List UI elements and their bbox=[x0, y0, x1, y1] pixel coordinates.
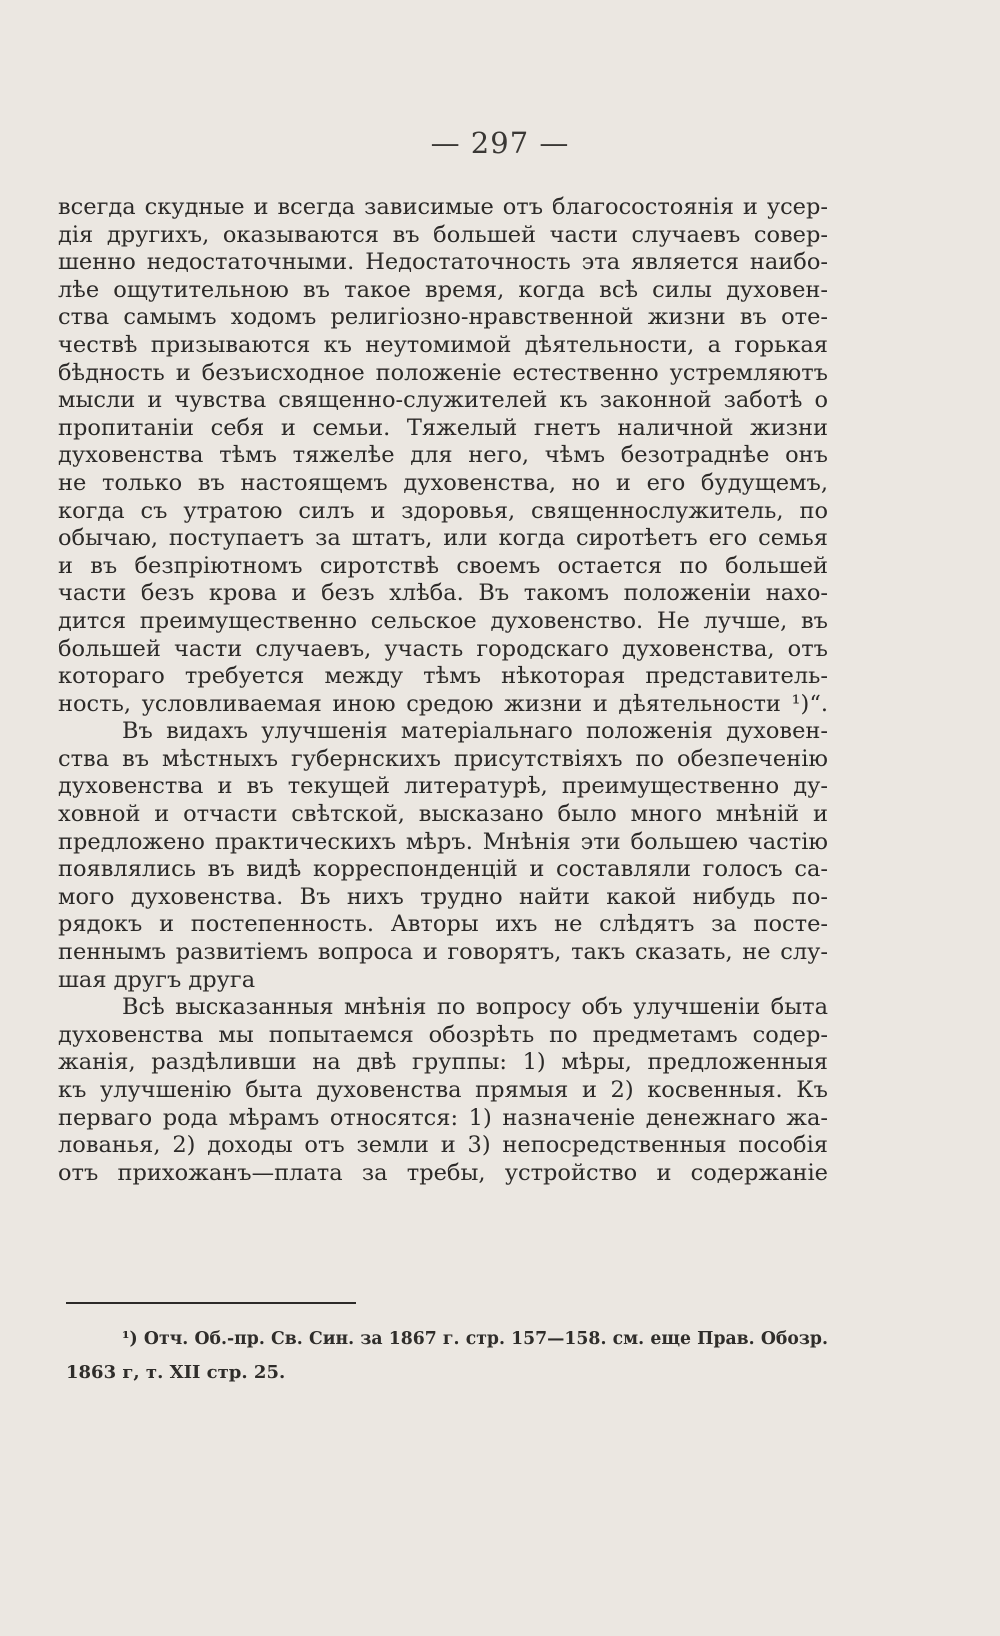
footnote-divider bbox=[66, 1302, 356, 1304]
footnotes bbox=[66, 1322, 828, 1390]
text-line: лованья, 2) доходы отъ земли и 3) непосредственныя пособія bbox=[58, 1132, 828, 1159]
text-line: ховной и отчасти свѣтской, высказано было много мнѣній и bbox=[58, 801, 828, 828]
text-line: духовенства и въ текущей литературѣ, преимущественно ду- bbox=[58, 773, 828, 800]
text-line: шенно недостаточными. Недостаточность эта является наибо- bbox=[58, 249, 828, 276]
text-line: дится преимущественно сельское духовенство. Не лучше, въ bbox=[58, 607, 828, 634]
text-line: пеннымъ развитіемъ вопроса и говорятъ, такъ сказать, не слу- bbox=[58, 939, 828, 966]
text-line: не только въ настоящемъ духовенства, но и его будущемъ, bbox=[58, 469, 828, 496]
text-line: перваго рода мѣрамъ относятся: 1) назначеніе денежнаго жа- bbox=[58, 1104, 828, 1131]
text-line: ность, условливаемая иною средою жизни и дѣятельности ¹)“. bbox=[58, 690, 828, 717]
text-line: когда съ утратою силъ и здоровья, священнослужитель, по bbox=[58, 497, 828, 524]
footnote-line: ¹) Отч. Об.-пр. Св. Син. за 1867 г. стр. 157—158. см. еще Прав. Обозр. bbox=[122, 1329, 828, 1349]
text-line: чествѣ призываются къ неутомимой дѣятельности, а горькая bbox=[58, 331, 828, 358]
text-line: ства въ мѣстныхъ губернскихъ присутствіяхъ по обезпеченію bbox=[58, 745, 828, 772]
text-line: отъ прихожанъ—плата за требы, устройство и содержаніе bbox=[58, 1159, 828, 1186]
text-line: жанія, раздѣливши на двѣ группы: 1) мѣры, предложенныя bbox=[58, 1049, 828, 1076]
text-line: большей части случаевъ, участь городскаго духовенства, отъ bbox=[58, 635, 828, 662]
text-line: части безъ крова и безъ хлѣба. Въ такомъ положеніи нахо- bbox=[58, 580, 828, 607]
text-line: рядокъ и постепенность. Авторы ихъ не слѣдятъ за посте- bbox=[58, 911, 828, 938]
text-line: духовенства тѣмъ тяжелѣе для него, чѣмъ безотраднѣе онъ bbox=[58, 442, 828, 469]
page-number: — 297 — bbox=[430, 126, 570, 160]
text-line: дія другихъ, оказываются въ большей части случаевъ совер- bbox=[58, 221, 828, 248]
text-line-paragraph-end: шая другъ друга bbox=[58, 966, 256, 993]
text-line: котораго требуется между тѣмъ нѣкоторая представитель- bbox=[58, 663, 828, 690]
text-line: мысли и чувства священно-служителей къ законной заботѣ о bbox=[58, 387, 828, 414]
text-line: обычаю, поступаетъ за штатъ, или когда сиротѣетъ его семья bbox=[58, 525, 828, 552]
body-text bbox=[58, 194, 828, 1187]
text-line: бѣдность и безъисходное положеніе естественно устремляютъ bbox=[58, 359, 828, 386]
text-line: ства самымъ ходомъ религіозно-нравственной жизни въ оте- bbox=[58, 304, 828, 331]
text-line: мого духовенства. Въ нихъ трудно найти какой нибудь по- bbox=[58, 883, 828, 910]
text-line-paragraph-start: Въ видахъ улучшенія матеріальнаго положенія духовен- bbox=[122, 718, 828, 745]
text-line: къ улучшенію быта духовенства прямыя и 2) косвенныя. Къ bbox=[58, 1077, 828, 1103]
text-line: лѣе ощутительною въ такое время, когда всѣ силы духовен- bbox=[58, 276, 828, 303]
text-line: духовенства мы попытаемся обозрѣть по предметамъ содер- bbox=[58, 1021, 828, 1048]
text-line: и въ безпріютномъ сиротствѣ своемъ остается по большей bbox=[58, 552, 828, 579]
footnote-line: 1863 г, т. XII стр. 25. bbox=[66, 1362, 286, 1383]
text-line: появлялись въ видѣ корреспонденцій и составляли голосъ са- bbox=[58, 856, 828, 883]
text-line-paragraph-start: Всѣ высказанныя мнѣнія по вопросу объ улучшеніи быта bbox=[122, 994, 828, 1021]
text-line: предложено практическихъ мѣръ. Мнѣнія эти большею частію bbox=[58, 828, 828, 855]
text-line: пропитаніи себя и семьи. Тяжелый гнетъ наличной жизни bbox=[58, 414, 828, 441]
text-line: всегда скудные и всегда зависимые отъ благосостоянія и усер- bbox=[58, 194, 828, 220]
